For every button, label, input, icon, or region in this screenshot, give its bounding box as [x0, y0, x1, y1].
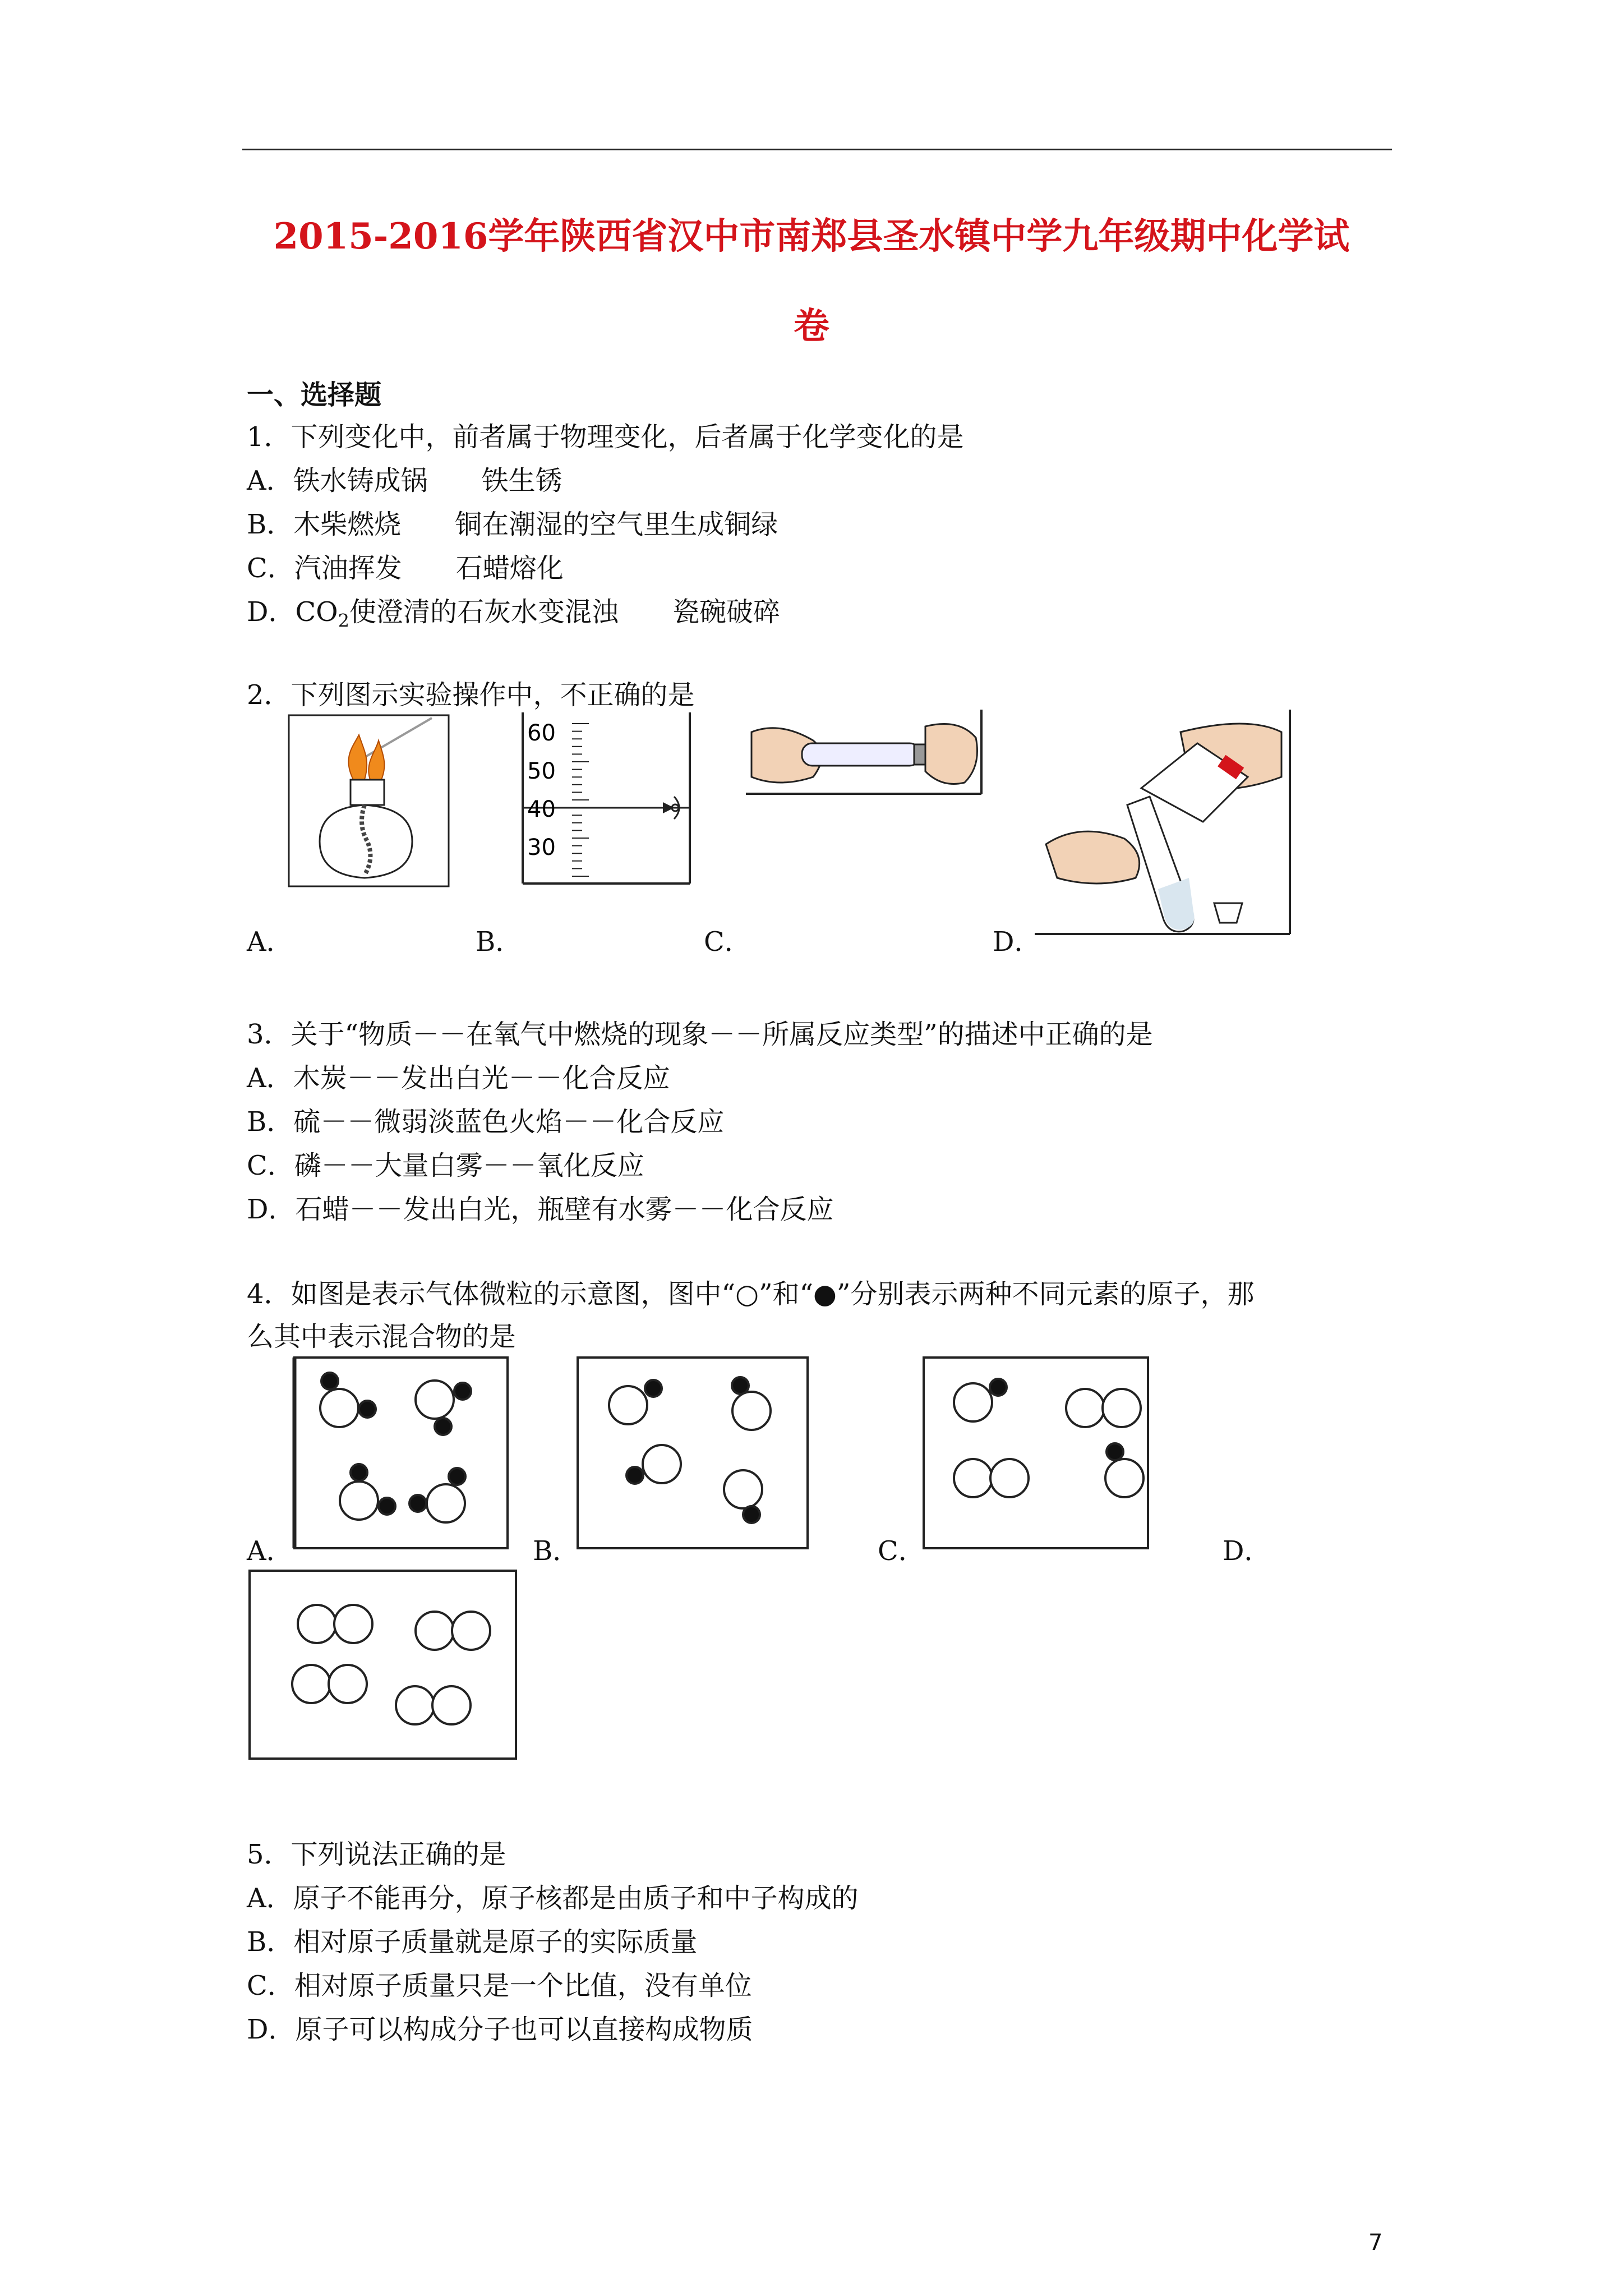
q2-figure-b-tick-label: 50 — [527, 758, 556, 784]
q4-label-a: A． — [247, 1535, 293, 1567]
q2-figure-b-tick-label: 30 — [527, 835, 556, 861]
q4-a-black-atom — [351, 1464, 367, 1481]
q5-option-c: C．相对原子质量只是一个比值，没有单位 — [247, 1970, 752, 2001]
q2-label-d: D． — [993, 926, 1041, 958]
q5-option-d: D．原子可以构成分子也可以直接构成物质 — [247, 2014, 753, 2045]
q2-figure-c-test-tube — [802, 743, 920, 766]
q4-a-black-atom — [379, 1498, 395, 1515]
q4-a-white-atom — [427, 1484, 465, 1522]
q2-figure-c-right-hand — [925, 724, 978, 784]
q4-a-black-atom — [409, 1495, 426, 1512]
q2-figure-d-stopper — [1214, 903, 1242, 923]
paper-title-line2: 卷 — [794, 305, 829, 347]
q4-a-white-atom — [416, 1381, 454, 1419]
q4-a-white-atom — [320, 1389, 358, 1427]
q1-option-c: C．汽油挥发 石蜡熔化 — [247, 553, 564, 584]
q4-box-b — [578, 1358, 808, 1548]
q4-a-black-atom — [359, 1401, 376, 1418]
q5-option-b: B．相对原子质量就是原子的实际质量 — [247, 1926, 698, 1958]
q4-box-d — [250, 1571, 516, 1759]
q2-figure-d-pouring-liquid — [1035, 710, 1298, 940]
q3-option-c: C．磷－－大量白雾－－氧化反应 — [247, 1150, 644, 1181]
q2-figure-a-flame-1 — [348, 735, 367, 780]
q4-stem-line1: 4．如图是表示气体微粒的示意图，图中“○”和“●”分别表示两种不同元素的原子，那 — [247, 1278, 1255, 1310]
q2-figure-b-tick-label: 40 — [527, 797, 556, 822]
paper-title-line1: 2015-2016学年陕西省汉中市南郑县圣水镇中学九年级期中化学试 — [273, 215, 1350, 257]
q4-b-white-atom — [724, 1470, 762, 1508]
q4-d-white-atom — [416, 1612, 454, 1650]
q4-c-black-atom — [1106, 1443, 1123, 1460]
q3-stem: 3．关于“物质－－在氧气中燃烧的现象－－所属反应类型”的描述中正确的是 — [247, 1019, 1153, 1050]
q2-figure-b-tick-label: 60 — [527, 720, 556, 746]
section-heading: 一、选择题 — [247, 379, 382, 411]
q1-option-d-sub: 2 — [338, 610, 349, 632]
q4-stem-line2: 么其中表示混合物的是 — [247, 1321, 517, 1352]
q4-a-black-atom — [454, 1383, 471, 1400]
q2-stem: 2．下列图示实验操作中，不正确的是 — [247, 679, 695, 711]
q4-c-white-atom — [1103, 1389, 1141, 1427]
q4-c-white-atom — [1066, 1389, 1104, 1427]
q4-b-white-atom — [609, 1386, 647, 1424]
q2-label-a: A． — [247, 926, 293, 958]
q4-a-black-atom — [449, 1468, 465, 1485]
q1-option-a: A．铁水铸成锅 铁生锈 — [247, 465, 562, 496]
q4-b-black-atom — [743, 1506, 760, 1523]
q4-b-white-atom — [643, 1445, 681, 1483]
q4-b-black-atom — [645, 1380, 662, 1397]
q4-b-black-atom — [626, 1467, 643, 1484]
q4-a-black-atom — [435, 1418, 451, 1435]
q2-figure-b-measuring-cylinder — [516, 712, 695, 886]
q2-figure-a-lamp-body — [320, 805, 412, 878]
q1-option-d-post: 使澄清的石灰水变混浊 瓷碗破碎 — [349, 596, 780, 628]
q2-figure-a-wick-holder — [351, 780, 384, 805]
q2-figure-c-test-tube-stopper — [746, 710, 993, 799]
q4-d-white-atom — [292, 1665, 330, 1703]
q4-c-black-atom — [990, 1379, 1007, 1396]
q1-option-b: B．木柴燃烧 铜在潮湿的空气里生成铜绿 — [247, 509, 778, 540]
q4-a-white-atom — [340, 1481, 378, 1520]
q1-option-d — [247, 590, 780, 632]
q4-d-white-atom — [452, 1612, 490, 1650]
q4-label-d: D． — [1223, 1535, 1271, 1567]
q5-stem: 5．下列说法正确的是 — [247, 1839, 506, 1870]
q2-label-b: B． — [476, 926, 523, 958]
q4-c-white-atom — [1105, 1459, 1144, 1497]
q4-particle-diagrams — [247, 1346, 1368, 1761]
q4-c-white-atom — [954, 1459, 992, 1497]
q4-a-black-atom — [321, 1373, 338, 1389]
q4-d-white-atom — [298, 1605, 336, 1643]
q4-c-white-atom — [954, 1383, 992, 1421]
q4-b-white-atom — [732, 1392, 771, 1430]
page-number: 7 — [1368, 2230, 1383, 2256]
q4-label-b: B． — [533, 1535, 580, 1567]
q4-c-white-atom — [990, 1459, 1029, 1497]
q4-b-black-atom — [732, 1377, 749, 1394]
q1-stem: 1．下列变化中，前者属于物理变化，后者属于化学变化的是 — [247, 421, 964, 453]
q5-option-a: A．原子不能再分，原子核都是由质子和中子构成的 — [247, 1883, 859, 1914]
q4-d-white-atom — [334, 1605, 372, 1643]
q4-d-white-atom — [432, 1686, 471, 1724]
header-rule — [242, 149, 1392, 150]
q2-figure-d-left-hand — [1046, 831, 1140, 884]
q2-label-c: C． — [704, 926, 751, 958]
q3-option-b: B．硫－－微弱淡蓝色火焰－－化合反应 — [247, 1106, 725, 1138]
q3-option-a: A．木炭－－发出白光－－化合反应 — [247, 1062, 670, 1094]
q3-option-d: D．石蜡－－发出白光，瓶壁有水雾－－化合反应 — [247, 1194, 834, 1225]
q4-d-white-atom — [396, 1686, 434, 1724]
q4-label-c: C． — [878, 1535, 925, 1567]
q2-figure-a-alcohol-lamp — [286, 712, 454, 892]
q1-option-d-pre: D．CO — [247, 596, 338, 628]
q4-d-white-atom — [329, 1665, 367, 1703]
